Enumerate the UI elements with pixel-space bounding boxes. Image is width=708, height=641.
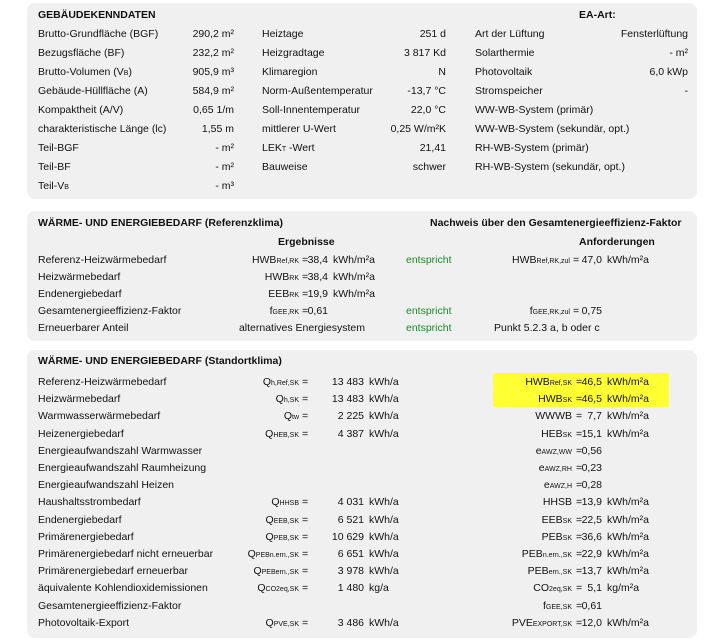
standort-req-symbol: fGEE,SK xyxy=(543,599,572,612)
standort-req-unit: kWh/m²a xyxy=(607,530,649,543)
gebaeude-col3-label: Art der Lüftung xyxy=(475,28,545,40)
standort-row-label: Warmwasserwärmebedarf xyxy=(38,410,161,423)
gebaeude-col3-label: Stromspeicher xyxy=(475,85,543,97)
gebaeude-col3-value: 6,0 kWp xyxy=(649,66,688,78)
gebaeude-col1-label: charakteristische Länge (lc) xyxy=(38,123,167,135)
gebaeude-col1-value: 1,55 m xyxy=(201,123,234,135)
gebaeude-col1-value: 232,2 m² xyxy=(192,47,234,59)
referenz-row-status: entspricht xyxy=(406,322,452,334)
standort-req-value: 7,7 xyxy=(587,410,602,423)
ea-art-label: EA-Art: xyxy=(579,9,616,21)
gebaeude-col2-value: 0,25 W/m²K xyxy=(390,123,446,135)
referenz-row-unit: kWh/m²a xyxy=(333,254,375,266)
standort-row-symbol: Qtw xyxy=(283,410,299,423)
standort-row-unit: kWh/a xyxy=(369,513,399,526)
referenz-row-label: Heizwärmebedarf xyxy=(38,271,121,283)
standort-row-eq: = xyxy=(302,616,309,629)
standort-req-value: 22,9 xyxy=(581,548,602,560)
gebaeude-col1-label: Teil-BF xyxy=(38,161,71,173)
standort-row-symbol: QEEB,SK xyxy=(265,513,299,526)
standort-row-symbol: Qh,Ref,SK xyxy=(262,376,299,388)
standort-req-symbol: eAWZ,RH xyxy=(538,462,572,474)
standort-row-symbol: QHEB,SK xyxy=(265,427,299,440)
gebaeude-col3-value: - xyxy=(684,85,688,97)
standort-row-value: 13 483 xyxy=(331,376,364,388)
standort-req-eq: = xyxy=(576,462,583,474)
standort-req-value: 46,5 xyxy=(581,376,602,388)
gebaeude-col3-label: WW-WB-System (primär) xyxy=(475,104,594,116)
standort-row-unit: kWh/a xyxy=(369,393,399,406)
standort-req-unit: kWh/m²a xyxy=(607,616,649,629)
standort-req-value: 46,5 xyxy=(581,393,602,406)
standort-req-symbol: PEBSK xyxy=(541,530,572,543)
standort-row-value: 6 521 xyxy=(337,513,364,526)
referenz-row-eq: = xyxy=(302,271,309,283)
standort-row-label: Endenergiebedarf xyxy=(38,513,122,526)
referenz-row-symbol: EEBRK xyxy=(268,288,299,300)
standort-req-value: 0,56 xyxy=(581,444,602,457)
standort-row-unit: kWh/a xyxy=(369,530,399,543)
standort-row-label: Photovoltaik-Export xyxy=(38,616,130,629)
standort-row-label: Referenz-Heizwärmebedarf xyxy=(38,376,167,388)
standort-row-symbol: Qh,SK xyxy=(275,393,299,406)
referenz-row-label: Endenergiebedarf xyxy=(38,288,122,300)
referenz-row-symbol: HWBRef,RK xyxy=(251,254,299,266)
gebaeude-col3-label: Solarthermie xyxy=(475,47,535,59)
gebaeude-col2-value: N xyxy=(438,66,446,78)
standort-req-unit: kWh/m²a xyxy=(607,427,649,440)
gebaeude-col2-label: Soll-Innentemperatur xyxy=(262,104,361,116)
referenz-req-symbol: fGEE,RK,zul xyxy=(529,305,570,317)
standort-req-symbol: HEBSK xyxy=(541,427,572,440)
referenz-row-value: 19,9 xyxy=(307,288,328,300)
gebaeude-col1-label: Bezugsfläche (BF) xyxy=(38,47,125,59)
standort-req-value: 12,0 xyxy=(581,616,602,629)
standort-req-unit: kWh/m²a xyxy=(607,548,649,560)
standort-row-eq: = xyxy=(302,376,309,388)
standort-row-unit: kWh/a xyxy=(369,616,399,629)
standort-req-symbol: PVEEXPORT,SK xyxy=(511,616,572,629)
gebaeude-col2-label: Klimaregion xyxy=(262,66,318,78)
standort-req-value: 0,28 xyxy=(581,479,602,492)
standort-row-label: Primärenergiebedarf xyxy=(38,530,134,543)
gebaeude-col2-value: 21,41 xyxy=(419,142,446,154)
gebaeude-col3-value: Fensterlüftung xyxy=(620,28,688,40)
standort-req-eq: = xyxy=(576,548,583,560)
standort-req-value: 0,23 xyxy=(581,462,602,474)
referenz-row-unit: kWh/m²a xyxy=(333,271,375,283)
gebaeudekenndaten-title: GEBÄUDEKENNDATEN xyxy=(38,9,156,21)
gebaeude-col1-label: Gebäude-Hüllfläche (A) xyxy=(38,85,148,97)
standort-req-eq: = xyxy=(576,582,583,595)
gebaeude-col1-label: Teil-BGF xyxy=(38,142,79,154)
referenz-req-eq: = xyxy=(573,305,580,317)
gebaeude-col1-value: 0,65 1/m xyxy=(193,104,234,116)
standort-req-value: 13,7 xyxy=(581,565,602,578)
standort-req-symbol: PEBn.ern.,SK xyxy=(521,548,572,560)
referenz-req-value: 0,75 xyxy=(581,305,602,317)
standort-row-value: 13 483 xyxy=(331,393,364,406)
standort-row-eq: = xyxy=(302,513,309,526)
standort-req-eq: = xyxy=(576,565,583,578)
standort-row-value: 2 225 xyxy=(337,410,364,423)
referenz-row-label: Gesamtenergieeffizienz-Faktor xyxy=(38,305,182,317)
referenz-req-eq: = xyxy=(573,254,580,266)
standort-req-eq: = xyxy=(576,410,583,423)
gebaeude-col1-value: - m² xyxy=(215,142,234,154)
standort-row-label: Primärenergiebedarf nicht erneuerbar xyxy=(38,548,214,560)
gebaeude-col3-label: WW-WB-System (sekundär, opt.) xyxy=(475,123,630,135)
gebaeude-col2-value: 3 817 Kd xyxy=(403,47,446,59)
standort-row-label: Energieaufwandszahl Heizen xyxy=(38,479,175,492)
standort-row-unit: kWh/a xyxy=(369,496,399,509)
gebaeude-col3-label: RH-WB-System (sekundär, opt.) xyxy=(475,161,625,173)
standort-row-unit: kWh/a xyxy=(369,565,399,578)
gebaeude-col1-value: 905,9 m³ xyxy=(192,66,234,78)
gebaeude-col2-value: schwer xyxy=(412,161,446,173)
standort-row-symbol: QCO2eq,SK xyxy=(257,582,299,595)
gebaeude-col3-label: Photovoltaik xyxy=(475,66,533,78)
standort-req-value: 5,1 xyxy=(587,582,602,595)
referenz-req-text: Punkt 5.2.3 a, b oder c xyxy=(494,322,600,334)
standort-req-eq: = xyxy=(576,444,583,457)
referenz-row-eq: = xyxy=(302,288,309,300)
standort-row-unit: kWh/a xyxy=(369,427,399,440)
standort-req-unit: kg/m²a xyxy=(607,582,640,595)
standort-row-label: Gesamtenergieeffizienz-Faktor xyxy=(38,599,182,612)
standort-row-label: Energieaufwandszahl Warmwasser xyxy=(38,444,203,457)
referenz-row-symbol: alternatives Energiesystem xyxy=(238,322,365,334)
referenz-row-status: entspricht xyxy=(406,305,452,317)
gebaeude-col2-label: Heizgradtage xyxy=(262,47,325,59)
standort-row-value: 3 978 xyxy=(337,565,364,578)
standort-row-label: Haushaltsstrombedarf xyxy=(38,496,141,509)
gebaeude-col2-value: 251 d xyxy=(419,28,446,40)
standort-req-unit: kWh/m²a xyxy=(607,410,649,423)
standort-req-eq: = xyxy=(576,530,583,543)
standort-row-eq: = xyxy=(302,548,309,560)
referenz-req-symbol: HWBRef,RK,zul xyxy=(512,254,570,266)
referenz-row-value: 0,61 xyxy=(307,305,328,317)
standort-title: WÄRME- UND ENERGIEBEDARF (Standortklima) xyxy=(38,355,282,367)
referenz-row-label: Referenz-Heizwärmebedarf xyxy=(38,254,167,266)
standort-row-value: 6 651 xyxy=(337,548,364,560)
standort-req-eq: = xyxy=(576,376,583,388)
standort-row-value: 3 486 xyxy=(337,616,364,629)
standort-row-unit: kWh/a xyxy=(369,548,399,560)
ergebnisse-heading: Ergebnisse xyxy=(278,236,335,248)
standort-row-value: 4 387 xyxy=(337,427,364,440)
gebaeude-col2-label: Heiztage xyxy=(262,28,304,40)
standort-req-value: 0,61 xyxy=(581,599,602,612)
standort-row-label: Primärenergiebedarf erneuerbar xyxy=(38,565,188,578)
referenz-req-unit: kWh/m²a xyxy=(607,254,649,266)
anforderungen-heading: Anforderungen xyxy=(579,236,655,248)
standort-req-eq: = xyxy=(576,393,583,406)
standort-req-value: 22,5 xyxy=(581,513,602,526)
gebaeude-col2-value: 22,0 °C xyxy=(410,104,446,116)
gebaeude-col1-value: 584,9 m² xyxy=(192,85,234,97)
standort-req-symbol: CO2eq,SK xyxy=(533,582,572,595)
standort-row-symbol: QPEB,SK xyxy=(265,530,299,543)
standort-row-eq: = xyxy=(302,582,309,595)
standort-req-value: 13,9 xyxy=(581,496,602,509)
referenz-title: WÄRME- UND ENERGIEBEDARF (Referenzklima) xyxy=(38,217,284,229)
standort-row-eq: = xyxy=(302,496,309,509)
gebaeude-col1-label: Brutto-Volumen (VB) xyxy=(38,66,132,78)
standort-req-unit: kWh/m²a xyxy=(607,376,649,388)
standort-req-symbol: HHSB xyxy=(542,496,572,509)
referenz-row-symbol: HWBRK xyxy=(264,271,299,283)
standort-req-symbol: HWBSK xyxy=(538,393,572,406)
standort-row-unit: kWh/a xyxy=(369,410,399,423)
referenz-row-unit: kWh/m²a xyxy=(333,288,375,300)
standort-req-symbol: WWWB xyxy=(535,410,572,423)
standort-req-symbol: eAWZ,H xyxy=(543,479,572,492)
standort-req-eq: = xyxy=(576,479,583,492)
standort-row-eq: = xyxy=(302,410,309,423)
gebaeude-col2-label: Bauweise xyxy=(262,161,308,173)
gebaeude-col1-label: Teil-VB xyxy=(38,180,69,192)
gebaeude-col2-label: mittlerer U-Wert xyxy=(262,123,336,135)
gebaeude-col2-label: LEKT -Wert xyxy=(262,142,315,154)
standort-row-label: Energieaufwandszahl Raumheizung xyxy=(38,462,207,474)
standort-req-eq: = xyxy=(576,599,583,612)
standort-req-symbol: PEBern.,SK xyxy=(527,565,572,578)
referenz-row-value: 38,4 xyxy=(307,271,328,283)
standort-req-symbol: eAWZ,WW xyxy=(535,444,572,457)
standort-req-eq: = xyxy=(576,427,583,440)
standort-row-symbol: QPVE,SK xyxy=(265,616,299,629)
standort-row-eq: = xyxy=(302,393,309,406)
standort-row-value: 4 031 xyxy=(337,496,364,509)
standort-row-eq: = xyxy=(302,530,309,543)
gebaeude-col1-value: - m³ xyxy=(215,180,234,192)
standort-row-value: 10 629 xyxy=(331,530,364,543)
standort-req-unit: kWh/m²a xyxy=(607,393,649,406)
standort-req-symbol: HWBRef,SK xyxy=(525,376,572,388)
standort-req-unit: kWh/m²a xyxy=(607,565,649,578)
standort-row-eq: = xyxy=(302,565,309,578)
referenz-row-eq: = xyxy=(302,305,309,317)
standort-row-value: 1 480 xyxy=(337,582,364,595)
referenz-row-status: entspricht xyxy=(406,254,452,266)
gebaeude-col3-value: - m² xyxy=(669,47,688,59)
standort-row-symbol: QPEBern.,SK xyxy=(253,565,299,578)
referenz-row-label: Erneuerbarer Anteil xyxy=(38,322,129,334)
standort-row-symbol: QHHSB xyxy=(271,496,299,509)
gebaeude-col2-label: Norm-Außentemperatur xyxy=(262,85,373,97)
standort-row-label: Heizwärmebedarf xyxy=(38,393,121,406)
referenz-row-eq: = xyxy=(302,254,309,266)
gebaeude-col1-label: Brutto-Grundfläche (BGF) xyxy=(38,28,159,40)
gebaeude-col1-value: 290,2 m² xyxy=(192,28,234,40)
gebaeude-col1-label: Kompaktheit (A/V) xyxy=(38,104,124,116)
standort-row-unit: kg/a xyxy=(369,582,389,595)
standort-row-symbol: QPEBn.ern.,SK xyxy=(247,548,299,560)
gebaeude-col1-value: - m² xyxy=(215,161,234,173)
referenz-row-value: 38,4 xyxy=(307,254,328,266)
standort-row-label: Heizenergiebedarf xyxy=(38,427,124,440)
standort-req-eq: = xyxy=(576,496,583,509)
gebaeude-col3-label: RH-WB-System (primär) xyxy=(475,142,589,154)
standort-req-value: 15,1 xyxy=(581,427,602,440)
standort-row-unit: kWh/a xyxy=(369,376,399,388)
standort-row-label: äquivalente Kohlendioxidemissionen xyxy=(38,582,208,595)
standort-req-unit: kWh/m²a xyxy=(607,513,649,526)
standort-row-eq: = xyxy=(302,427,309,440)
standort-req-value: 36,6 xyxy=(581,530,602,543)
standort-req-eq: = xyxy=(576,616,583,629)
standort-req-unit: kWh/m²a xyxy=(607,496,649,509)
referenz-req-value: 47,0 xyxy=(581,254,602,266)
referenz-row-symbol: fGEE,RK xyxy=(269,305,299,317)
referenz-title-right: Nachweis über den Gesamtenergieeffizienz-Faktor xyxy=(430,217,682,229)
standort-req-eq: = xyxy=(576,513,583,526)
gebaeude-col2-value: -13,7 °C xyxy=(407,85,446,97)
standort-req-symbol: EEBSK xyxy=(541,513,572,526)
